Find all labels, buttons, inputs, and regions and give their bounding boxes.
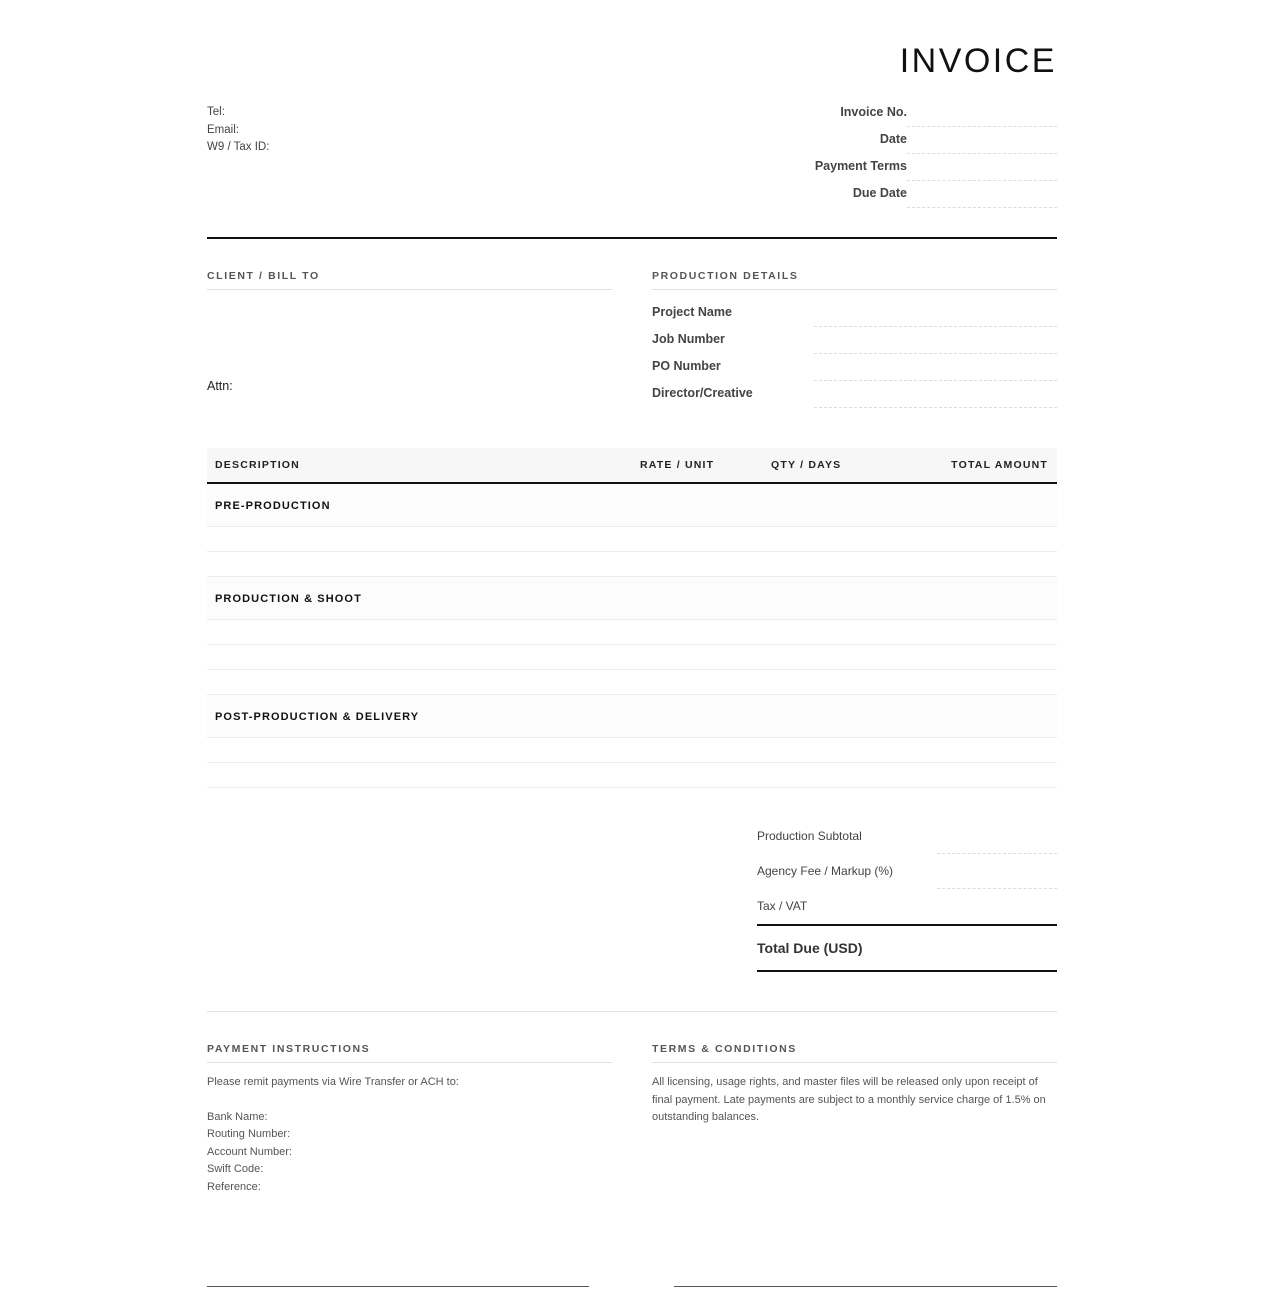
payment-instructions-section	[207, 1043, 612, 1196]
payment-terms-label: Payment Terms	[814, 159, 907, 173]
subtotal-row[interactable]	[757, 820, 1057, 855]
account-number-label: Account Number:	[207, 1145, 292, 1158]
group-label: POST-PRODUCTION & DELIVERY	[215, 711, 420, 723]
line-items-table	[207, 448, 1057, 788]
due-date-field[interactable]	[797, 181, 1057, 208]
terms-section	[652, 1043, 1057, 1127]
due-date-input[interactable]	[907, 207, 1057, 208]
project-name-label: Project Name	[652, 305, 732, 319]
group-label: PRODUCTION & SHOOT	[215, 593, 362, 605]
director-creative-field[interactable]	[652, 380, 1057, 407]
agency-fee-row[interactable]	[757, 855, 1057, 890]
reference-label: Reference:	[207, 1180, 261, 1193]
production-details-section	[652, 270, 1057, 407]
due-date-label: Due Date	[852, 186, 907, 200]
job-number-label: Job Number	[652, 332, 725, 346]
tax-label: Tax / VAT	[757, 899, 808, 913]
client-section	[207, 270, 612, 290]
column-qty-days: QTY / DAYS	[771, 459, 842, 471]
table-row[interactable]	[207, 763, 1057, 788]
email-label: Email:	[207, 123, 239, 136]
production-details-heading: PRODUCTION DETAILS	[652, 270, 1057, 290]
routing-number-label: Routing Number:	[207, 1128, 291, 1141]
agency-fee-label: Agency Fee / Markup (%)	[757, 864, 894, 878]
signature-line-right	[674, 1286, 1057, 1287]
column-rate-unit: RATE / UNIT	[640, 459, 715, 471]
po-number-label: PO Number	[652, 359, 721, 373]
header-divider	[207, 237, 1057, 239]
director-creative-label: Director/Creative	[652, 386, 753, 400]
payment-instructions-heading: PAYMENT INSTRUCTIONS	[207, 1043, 612, 1063]
table-row[interactable]	[207, 620, 1057, 645]
bank-name-label: Bank Name:	[207, 1110, 268, 1123]
client-heading: CLIENT / BILL TO	[207, 270, 612, 290]
invoice-meta	[797, 100, 1057, 208]
table-header	[207, 448, 1057, 484]
group-row-post-production	[207, 695, 1057, 738]
subtotal-label: Production Subtotal	[757, 829, 862, 843]
table-row[interactable]	[207, 670, 1057, 695]
payment-terms-field[interactable]	[797, 154, 1057, 181]
tax-id-label: W9 / Tax ID:	[207, 141, 270, 153]
invoice-number-label: Invoice No.	[840, 105, 907, 119]
table-row[interactable]	[207, 738, 1057, 763]
group-row-production-shoot	[207, 577, 1057, 620]
po-number-field[interactable]	[652, 353, 1057, 380]
invoice-title: INVOICE	[899, 42, 1057, 80]
terms-text: All licensing, usage rights, and master files will be released only upon receipt of final payment. Late payments are subject to a monthly service charge of 1.5% on outstanding balances.	[652, 1076, 1046, 1123]
agency-fee-input[interactable]	[937, 888, 1057, 889]
project-name-field[interactable]	[652, 299, 1057, 326]
date-label: Date	[879, 132, 907, 146]
contact-block	[207, 104, 269, 157]
footer-divider	[207, 1011, 1057, 1012]
totals-block	[757, 820, 1057, 972]
total-due-label: Total Due (USD)	[757, 940, 863, 956]
tax-row[interactable]	[757, 890, 1057, 926]
bank-details	[207, 1109, 612, 1197]
column-description: DESCRIPTION	[215, 459, 300, 471]
payment-intro: Please remit payments via Wire Transfer or ACH to:	[207, 1076, 459, 1088]
terms-heading: TERMS & CONDITIONS	[652, 1043, 1057, 1063]
table-row[interactable]	[207, 552, 1057, 577]
job-number-field[interactable]	[652, 326, 1057, 353]
invoice-page	[207, 0, 1057, 1296]
group-label: PRE-PRODUCTION	[215, 500, 331, 512]
total-due-row[interactable]	[757, 926, 1057, 972]
date-field[interactable]	[797, 127, 1057, 154]
group-row-pre-production	[207, 484, 1057, 527]
swift-code-label: Swift Code:	[207, 1163, 264, 1176]
director-creative-input[interactable]	[814, 407, 1057, 408]
invoice-number-field[interactable]	[797, 100, 1057, 127]
signature-line-left	[207, 1286, 589, 1287]
column-total-amount: TOTAL AMOUNT	[951, 459, 1048, 471]
subtotal-input[interactable]	[937, 853, 1057, 854]
table-row[interactable]	[207, 645, 1057, 670]
attn-label: Attn:	[207, 379, 233, 393]
table-row[interactable]	[207, 527, 1057, 552]
tel-label: Tel:	[207, 106, 225, 118]
